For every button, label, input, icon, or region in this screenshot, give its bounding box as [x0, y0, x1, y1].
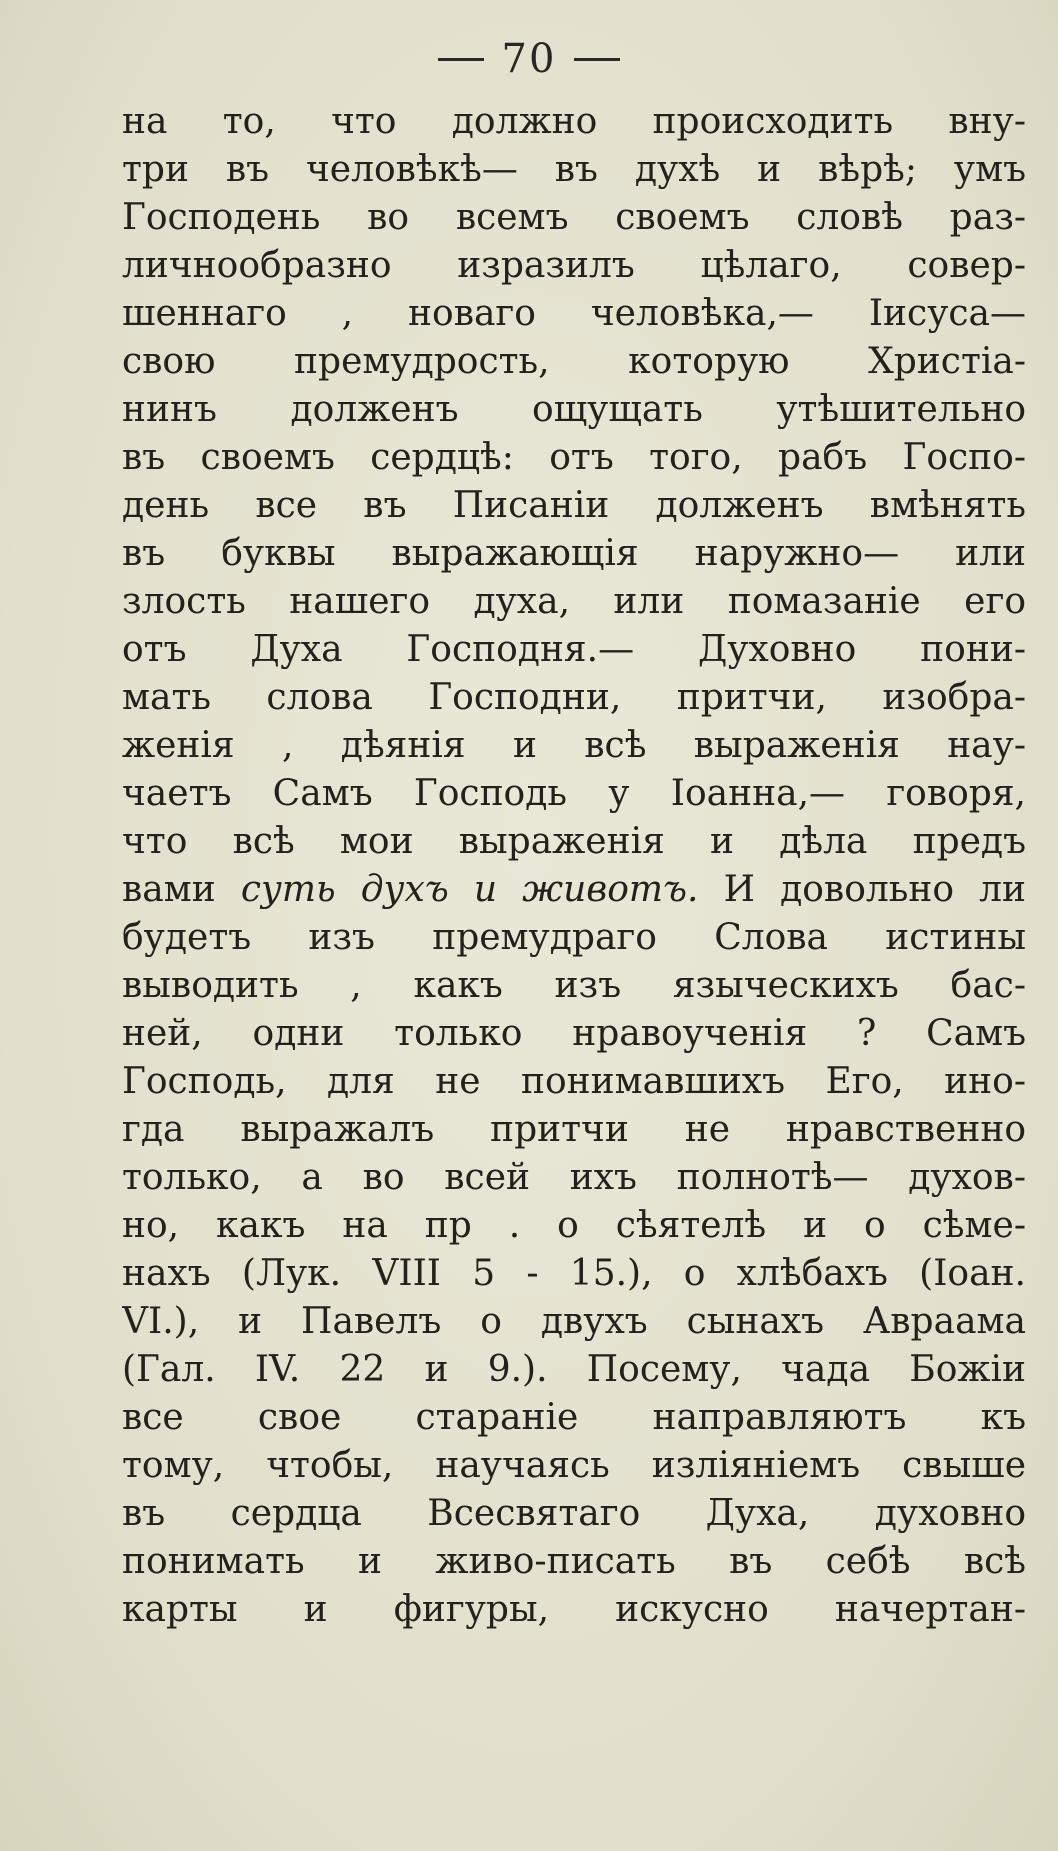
text-line: будетъ изъ премудраго Слова истины — [122, 917, 1026, 958]
text-line: VI.), и Павелъ о двухъ сынахъ Авраама — [122, 1301, 1026, 1342]
text-line: день все въ Писаніи долженъ вмѣнять — [122, 485, 1026, 526]
italic-phrase: суть духъ и животъ. — [240, 869, 699, 910]
text-line: мать слова Господни, притчи, изобра- — [122, 677, 1026, 718]
text-line: ней, одни только нравоученія ? Самъ — [122, 1013, 1026, 1054]
text-line: (Гал. IV. 22 и 9.). Посему, чада Божіи — [122, 1349, 1026, 1390]
text-line: въ своемъ сердцѣ: отъ того, рабъ Госпо- — [122, 437, 1026, 478]
text-line: Господь, для не понимавшихъ Его, ино- — [122, 1061, 1026, 1102]
text-line: чаетъ Самъ Господь у Іоанна,— говоря, — [122, 773, 1026, 814]
text-line: но, какъ на пр . о сѣятелѣ и о сѣме- — [122, 1205, 1026, 1246]
text-line: только, а во всей ихъ полнотѣ— духов- — [122, 1157, 1026, 1198]
text-line: отъ Духа Господня.— Духовно пони- — [122, 629, 1026, 670]
text-line: на то, что должно происходить вну- — [122, 101, 1026, 142]
text-line: злость нашего духа, или помазаніе его — [122, 581, 1026, 622]
text-line: выводить , какъ изъ языческихъ бас- — [122, 965, 1026, 1006]
text-line: тому, чтобы, научаясь изліяніемъ свыше — [122, 1445, 1026, 1486]
body-text — [122, 98, 1026, 1634]
text-line: женія , дѣянія и всѣ выраженія нау- — [122, 725, 1026, 766]
text-line: нинъ долженъ ощущать утѣшительно — [122, 389, 1026, 430]
text-line: шеннаго , новаго человѣка,— Іисуса— — [122, 293, 1026, 334]
text-line-with-italic — [122, 866, 1026, 914]
text-line: Господень во всемъ своемъ словѣ раз- — [122, 197, 1026, 238]
text-line: гда выражалъ притчи не нравственно — [122, 1109, 1026, 1150]
text-line: понимать и живо-писать въ себѣ всѣ — [122, 1541, 1026, 1582]
text-segment: И довольно ли — [698, 869, 1026, 910]
text-line: три въ человѣкѣ— въ духѣ и вѣрѣ; умъ — [122, 149, 1026, 190]
right-dash — [574, 58, 620, 61]
text-line: въ сердца Всесвятаго Духа, духовно — [122, 1493, 1026, 1534]
left-dash — [438, 58, 484, 61]
page-number: 70 — [501, 36, 557, 82]
text-line: въ буквы выражающія наружно— или — [122, 533, 1026, 574]
text-segment: вами — [122, 869, 241, 910]
text-line: личнообразно изразилъ цѣлаго, совер- — [122, 245, 1026, 286]
page-header — [0, 36, 1058, 82]
text-line: карты и фигуры, искусно начертан- — [122, 1589, 1026, 1630]
text-line: свою премудрость, которую Христіа- — [122, 341, 1026, 382]
text-line: все свое стараніе направляютъ къ — [122, 1397, 1026, 1438]
text-line: что всѣ мои выраженія и дѣла предъ — [122, 821, 1026, 862]
text-line: нахъ (Лук. VIII 5 - 15.), о хлѣбахъ (Іоан. — [122, 1253, 1026, 1294]
